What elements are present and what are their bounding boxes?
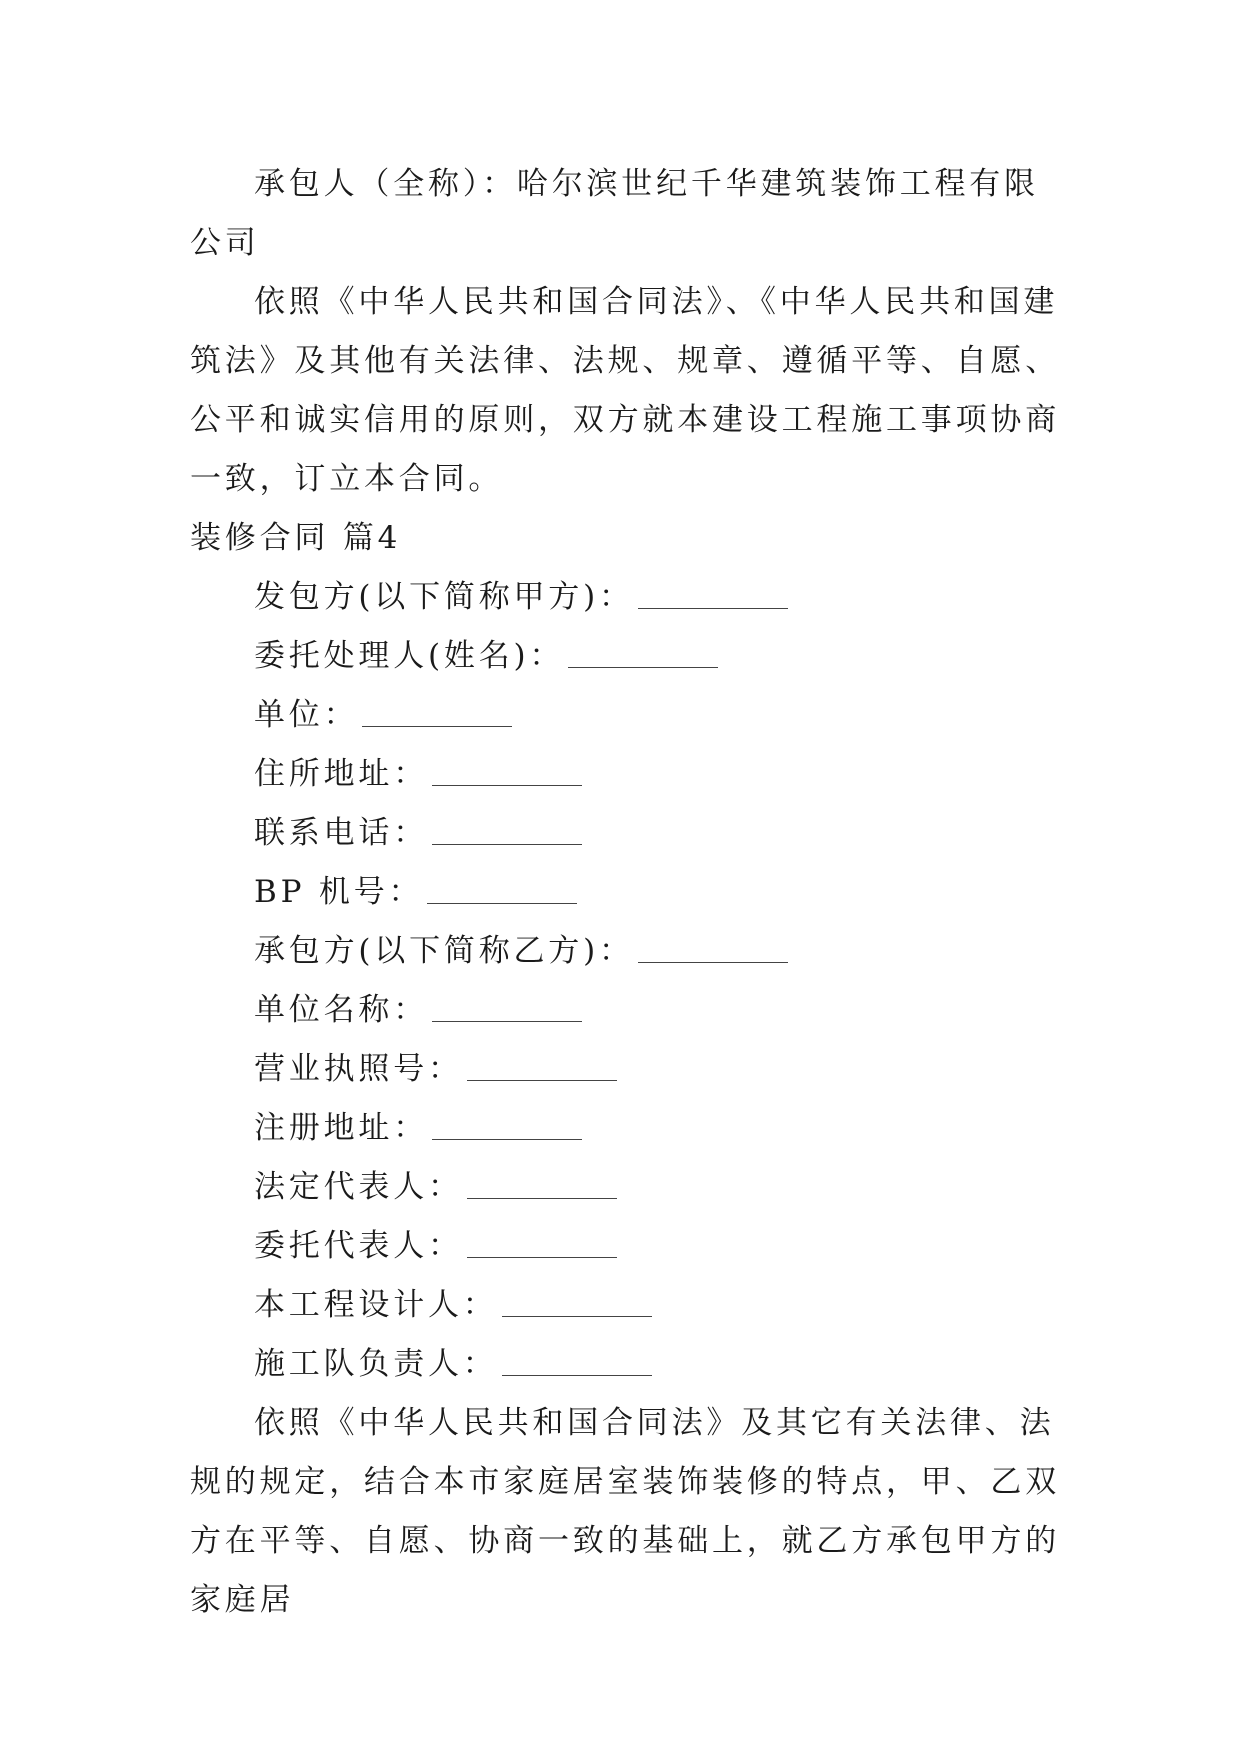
blank-line xyxy=(568,647,718,668)
field-unit-name xyxy=(190,981,1060,1040)
field-label: 单位名称： xyxy=(254,992,428,1028)
field-entrusted-representative xyxy=(190,1217,1060,1276)
field-label: 注册地址： xyxy=(254,1110,428,1146)
legal-basis-paragraph: 依照《中华人民共和国合同法》及其它有关法律、法规的规定，结合本市家庭居室装饰装修的特点，甲、乙双方在平等、自愿、协商一致的基础上，就乙方承包甲方的家庭居 xyxy=(190,1405,1060,1618)
blank-line xyxy=(638,588,788,609)
field-label: 承包方(以下简称乙方)： xyxy=(254,933,634,969)
blank-line xyxy=(427,883,577,904)
section-heading: 装修合同 篇4 xyxy=(190,520,402,556)
field-label: 本工程设计人： xyxy=(254,1287,498,1323)
field-phone xyxy=(190,804,1060,863)
field-agent-name xyxy=(190,627,1060,686)
blank-line xyxy=(432,824,582,845)
field-list xyxy=(190,568,1060,1394)
field-unit xyxy=(190,686,1060,745)
field-contractor xyxy=(190,922,1060,981)
field-label: 营业执照号： xyxy=(254,1051,463,1087)
blank-line xyxy=(432,1001,582,1022)
field-employer xyxy=(190,568,1060,627)
field-business-license xyxy=(190,1040,1060,1099)
blank-line xyxy=(502,1296,652,1317)
blank-line xyxy=(467,1237,617,1258)
field-bp-number xyxy=(190,863,1060,922)
field-crew-leader xyxy=(190,1335,1060,1394)
field-label: 委托处理人(姓名)： xyxy=(254,638,565,674)
document-body xyxy=(190,155,1060,1630)
blank-line xyxy=(467,1178,617,1199)
field-label: BP 机号： xyxy=(254,874,424,910)
contractor-full-name-paragraph: 承包人（全称）：哈尔滨世纪千华建筑装饰工程有限公司 xyxy=(190,166,1039,261)
field-label: 单位： xyxy=(254,697,359,733)
field-label: 法定代表人： xyxy=(254,1169,463,1205)
field-label: 施工队负责人： xyxy=(254,1346,498,1382)
field-label: 发包方(以下简称甲方)： xyxy=(254,579,634,615)
blank-line xyxy=(467,1060,617,1081)
field-label: 委托代表人： xyxy=(254,1228,463,1264)
blank-line xyxy=(502,1355,652,1376)
field-label: 住所地址： xyxy=(254,756,428,792)
field-designer xyxy=(190,1276,1060,1335)
field-label: 联系电话： xyxy=(254,815,428,851)
blank-line xyxy=(432,1119,582,1140)
intro-paragraph: 依照《中华人民共和国合同法》、《中华人民共和国建筑法》及其他有关法律、法规、规章、遵循平等、自愿、公平和诚实信用的原则，双方就本建设工程施工事项协商一致，订立本合同。 xyxy=(190,284,1060,497)
blank-line xyxy=(638,942,788,963)
field-registered-address xyxy=(190,1099,1060,1158)
field-legal-representative xyxy=(190,1158,1060,1217)
blank-line xyxy=(432,765,582,786)
field-address xyxy=(190,745,1060,804)
blank-line xyxy=(362,706,512,727)
